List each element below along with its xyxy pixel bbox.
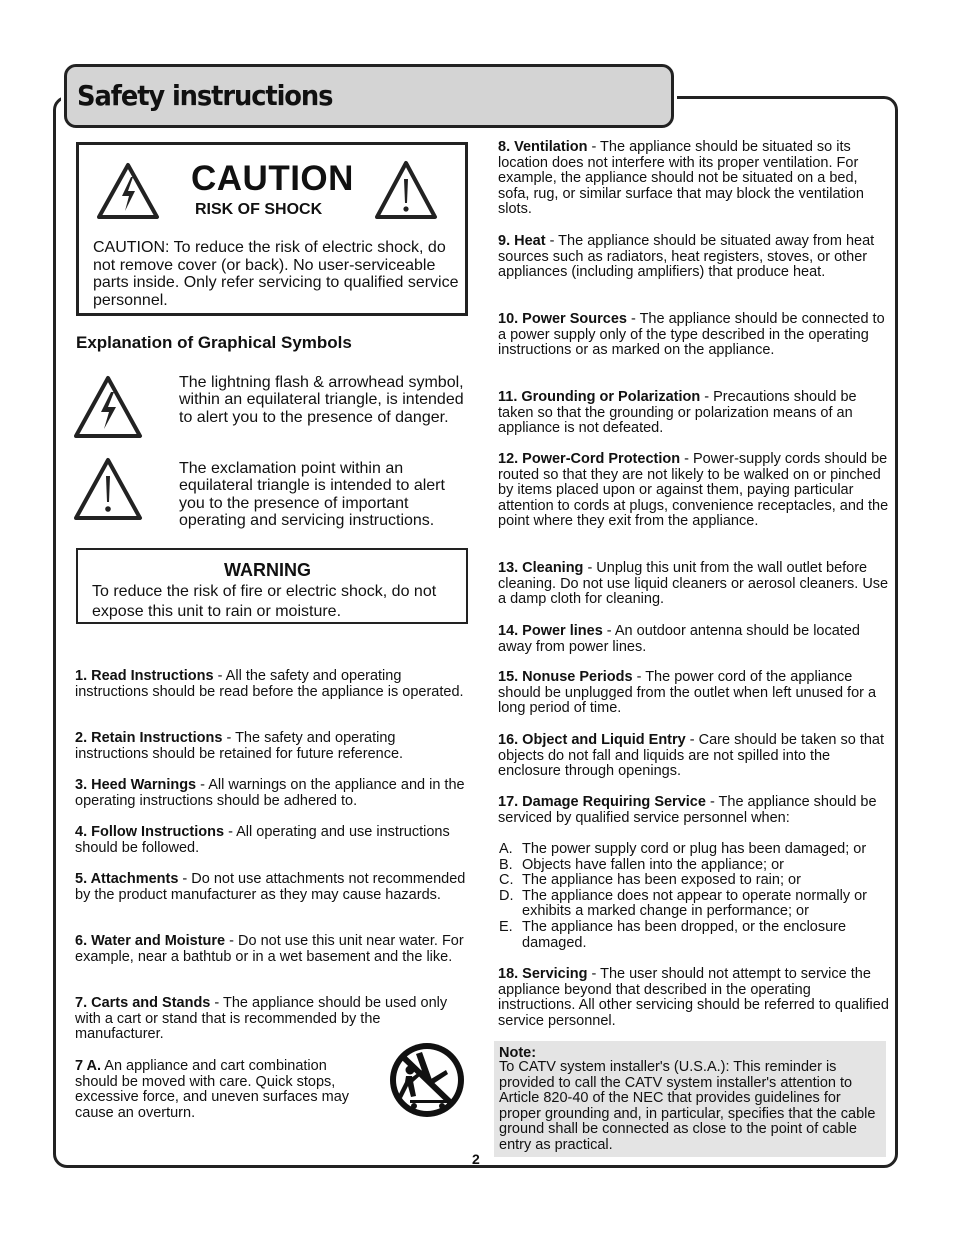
list-item: 15. Nonuse Periods - The power cord of the appliance should be unplugged from the outlet when left unused for a long period of time. <box>498 669 877 717</box>
exclamation-symbol-text: The exclamation point within an equilateral triangle is intended to alert you to the presence of important operating and servicing instructions. <box>179 460 445 529</box>
title-tab <box>64 64 674 128</box>
damage-list-item: C. The appliance has been exposed to rain; or <box>499 872 801 889</box>
cart-tipover-warning-icon <box>386 1040 468 1120</box>
lightning-symbol-text: The lightning flash & arrowhead symbol, within an equilateral triangle, is intended to alert you to the presence of danger. <box>179 374 464 426</box>
warning-box <box>76 548 468 624</box>
list-item: 3. Heed Warnings - All warnings on the appliance and in the operating instructions should be adhered to. <box>75 777 465 809</box>
note-box <box>494 1041 886 1157</box>
list-item: 2. Retain Instructions - The safety and operating instructions should be retained for future reference. <box>75 730 404 762</box>
list-item: 1. Read Instructions - All the safety and operating instructions should be read before the appliance is operated. <box>75 668 464 700</box>
list-item: 17. Damage Requiring Service - The appliance should be serviced by qualified service personnel when: <box>498 794 877 826</box>
list-item: 7. Carts and Stands - The appliance should be used only with a cart or stand that is recommended by the manufacturer. <box>75 995 448 1043</box>
list-item: 6. Water and Moisture - Do not use this unit near water. For example, near a bathtub or in a wet basement and the like. <box>75 933 464 965</box>
list-item: 8. Ventilation - The appliance should be situated so its location does not interfere with its proper ventilation. For example, the appliance should not be situated on a bed, sofa, rug, or similar surface that may block the ventilation slots. <box>498 139 864 218</box>
page-number: 2 <box>472 1151 480 1167</box>
damage-list <box>499 842 891 951</box>
warning-text: To reduce the risk of fire or electric shock, do not expose this unit to rain or moisture. <box>92 583 437 620</box>
list-item: 16. Object and Liquid Entry - Care should be taken so that objects do not fall and liquids are not spilled into the enclosure through openings. <box>498 732 885 780</box>
list-item: 12. Power-Cord Protection - Power-supply cords should be routed so that they are not likely to be walked on or pinched by items placed upon or against them, paying particular attention to cords at plugs, convenience receptacles, and the point where they exit from the appliance. <box>498 451 889 530</box>
list-item: 9. Heat - The appliance should be situated away from heat sources such as radiators, heat registers, stoves, or other appliances (including amplifiers) that produce heat. <box>498 233 875 281</box>
list-item: 18. Servicing - The user should not attempt to service the appliance beyond that described in the operating instructions. All other servicing should be referred to qualified service personnel. <box>498 966 889 1029</box>
lightning-symbol-icon <box>72 374 144 440</box>
damage-list-item: A. The power supply cord or plug has been damaged; or <box>499 841 867 857</box>
note-title: Note: <box>499 1045 537 1061</box>
caution-text: CAUTION: To reduce the risk of electric shock, do not remove cover (or back). No user-serviceable parts inside. Only refer servicing to qualified service personnel. <box>93 239 459 309</box>
warning-title: WARNING <box>224 560 311 580</box>
damage-list-item: D. The appliance does not appear to operate normally or exhibits a marked change in performance; or <box>499 887 867 920</box>
exclamation-triangle-icon <box>373 159 439 221</box>
exclamation-symbol-icon <box>72 456 144 522</box>
list-item: 10. Power Sources - The appliance should be connected to a power supply only of the type described in the operating instructions or as marked on the appliance. <box>498 311 885 359</box>
list-item: 5. Attachments - Do not use attachments not recommended by the product manufacturer as they may cause hazards. <box>75 871 466 903</box>
damage-list-item: E. The appliance has been dropped, or the enclosure damaged. <box>499 918 847 951</box>
page-title: Safety instructions <box>77 79 333 112</box>
list-item: 11. Grounding or Polarization - Precautions should be taken so that the grounding or polarization means of an appliance is not defeated. <box>498 389 857 437</box>
list-item: 14. Power lines - An outdoor antenna should be located away from power lines. <box>498 623 860 655</box>
damage-list-item: B. Objects have fallen into the appliance; or <box>499 856 784 873</box>
caution-box <box>76 142 468 316</box>
list-item: 13. Cleaning - Unplug this unit from the wall outlet before cleaning. Do not use liquid cleaners or aerosol cleaners. Use a damp cloth for cleaning. <box>498 560 889 608</box>
symbols-heading: Explanation of Graphical Symbols <box>76 333 352 352</box>
caution-title: CAUTION <box>191 159 354 198</box>
list-item: 4. Follow Instructions - All operating and use instructions should be followed. <box>75 824 450 856</box>
note-text: To CATV system installer's (U.S.A.): This reminder is provided to call the CATV system installer's attention to Article 820-40 of the NEC that provides guidelines for proper grounding and, in particular, specifies that the cable ground shall be connected as close to the point of cable entry as practical. <box>499 1059 876 1153</box>
lightning-triangle-icon <box>95 161 161 221</box>
list-item: 7 A. An appliance and cart combination should be moved with care. Quick stops, excessive force, and uneven surfaces may cause an overturn. <box>75 1058 350 1121</box>
caution-subtitle: RISK OF SHOCK <box>195 201 323 218</box>
